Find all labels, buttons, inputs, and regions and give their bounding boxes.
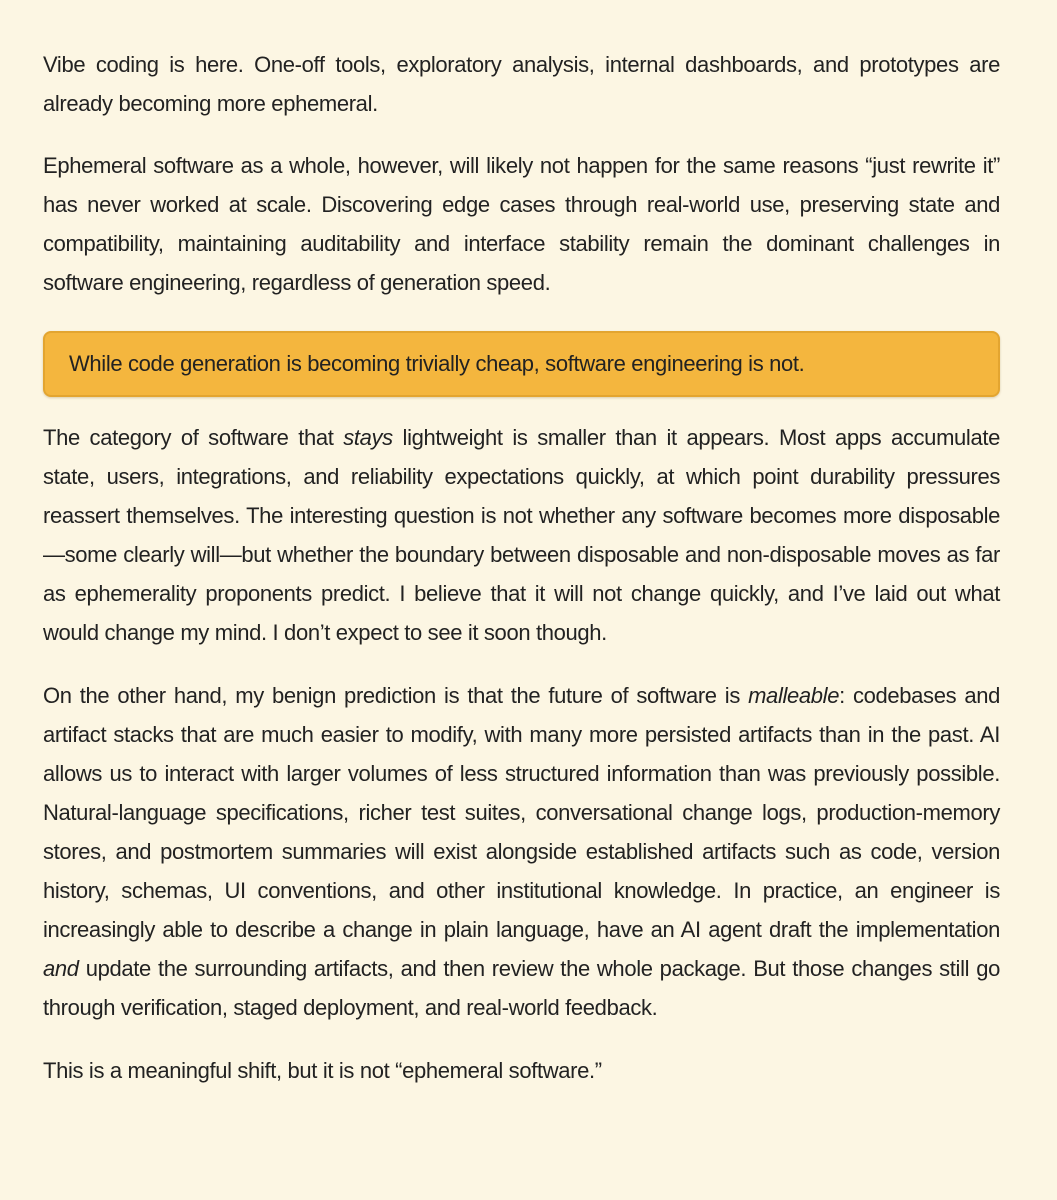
article-body <box>43 45 1000 1090</box>
p4-emphasis-and: and <box>43 956 79 981</box>
p4-emphasis-malleable: malleable <box>748 683 840 708</box>
paragraph-vibe-coding: Vibe coding is here. One-off tools, exploratory analysis, internal dashboards, and prototypes are already becoming more ephemeral. <box>43 52 1000 116</box>
p4-text-before: On the other hand, my benign prediction is that the future of software is <box>43 683 749 708</box>
p4-text-middle: : codebases and artifact stacks that are much easier to modify, with many more persisted artifacts than in the past. AI allows us to interact with larger volumes of less structured information than was previously possible. Natural-language specifications, richer test suites, conversational change logs, production-memory stores, and postmortem summaries will exist alongside established artifacts such as code, version history, schemas, UI conventions, and other institutional knowledge. In practice, an engineer is increasingly able to describe a change in plain language, have an AI agent draft the implementation <box>43 683 1000 942</box>
callout-text: While code generation is becoming trivially cheap, software engineering is not. <box>69 351 805 376</box>
p3-text-after: lightweight is smaller than it appears. Most apps accumulate state, users, integrations, and reliability expectations quickly, at which point durability pressures reassert themselves. The interesting question is not whether any software becomes more disposable—some clearly will—but whether the boundary between disposable and non-disposable moves as far as ephemerality proponents predict. I believe that it will not change quickly, and I’ve laid out what would change my mind. I don’t expect to see it soon though. <box>43 425 1000 645</box>
p4-text-after: update the surrounding artifacts, and then review the whole package. But those changes still go through verification, staged deployment, and real-world feedback. <box>43 956 1000 1020</box>
paragraph-malleable-software <box>43 676 1000 1027</box>
p3-text-before: The category of software that <box>43 425 344 450</box>
paragraph-conclusion: This is a meaningful shift, but it is not “ephemeral software.” <box>43 1058 602 1083</box>
paragraph-lightweight-category <box>43 418 1000 652</box>
highlight-callout <box>43 331 1000 397</box>
p3-emphasis-stays: stays <box>343 425 393 450</box>
paragraph-ephemeral-software: Ephemeral software as a whole, however, will likely not happen for the same reasons “just rewrite it” has never worked at scale. Discovering edge cases through real-world use, preserving state and compatibility, maintaining auditability and interface stability remain the dominant challenges in software engineering, regardless of generation speed. <box>43 153 1000 295</box>
